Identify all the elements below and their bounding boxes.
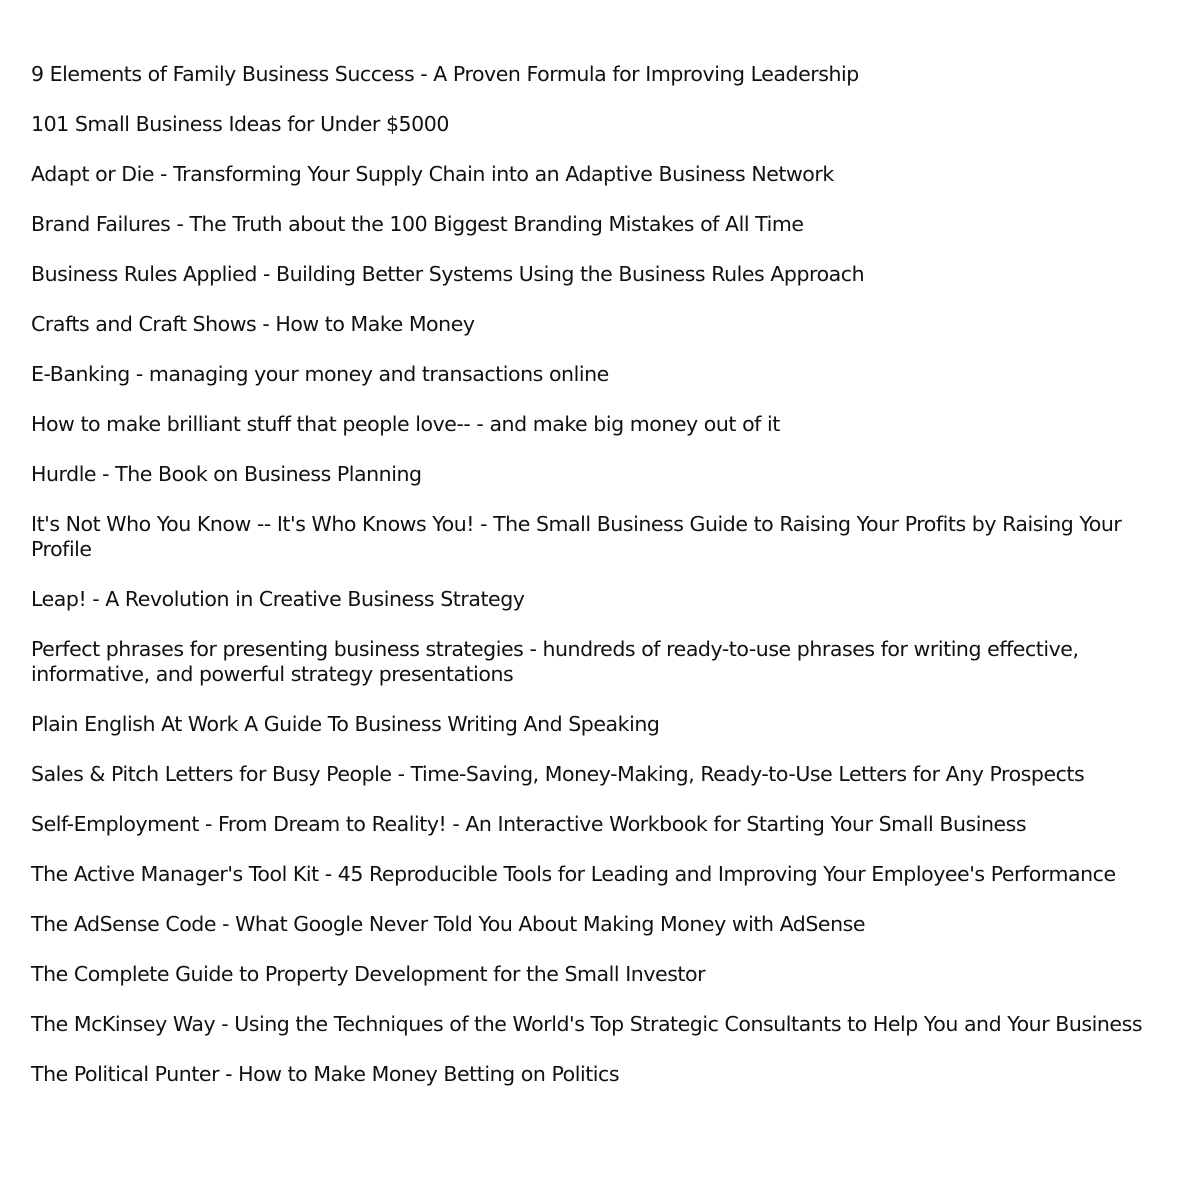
book-title: It's Not Who You Know -- It's Who Knows You! - The Small Business Guide to Raising Your Profits by Raising Your Profile xyxy=(31,512,1122,561)
book-title: Sales & Pitch Letters for Busy People - Time-Saving, Money-Making, Ready-to-Use Letters for Any Prospects xyxy=(31,762,1085,786)
book-title: How to make brilliant stuff that people love-- - and make big money out of it xyxy=(31,412,780,436)
book-title: Brand Failures - The Truth about the 100 Biggest Branding Mistakes of All Time xyxy=(31,212,804,236)
book-title: E-Banking - managing your money and transactions online xyxy=(31,362,609,386)
book-title: Crafts and Craft Shows - How to Make Money xyxy=(31,312,475,336)
book-title: 9 Elements of Family Business Success - A Proven Formula for Improving Leadership xyxy=(31,62,859,86)
book-title: The McKinsey Way - Using the Techniques of the World's Top Strategic Consultants to Help You and Your Business xyxy=(31,1012,1143,1036)
book-title: The Complete Guide to Property Development for the Small Investor xyxy=(31,962,706,986)
book-title-list xyxy=(31,62,1176,1112)
book-title: Leap! - A Revolution in Creative Business Strategy xyxy=(31,587,525,611)
book-title: Self-Employment - From Dream to Reality! - An Interactive Workbook for Starting Your Small Business xyxy=(31,812,1027,836)
book-title: Adapt or Die - Transforming Your Supply Chain into an Adaptive Business Network xyxy=(31,162,834,186)
book-title: Perfect phrases for presenting business strategies - hundreds of ready-to-use phrases for writing effective, informative, and powerful strategy presentations xyxy=(31,637,1079,686)
book-title: 101 Small Business Ideas for Under $5000 xyxy=(31,112,449,136)
book-title: Plain English At Work A Guide To Business Writing And Speaking xyxy=(31,712,660,736)
book-title: Business Rules Applied - Building Better Systems Using the Business Rules Approach xyxy=(31,262,865,286)
book-title: The Political Punter - How to Make Money Betting on Politics xyxy=(31,1062,620,1086)
book-title: The Active Manager's Tool Kit - 45 Reproducible Tools for Leading and Improving Your Employee's Performance xyxy=(31,862,1116,886)
book-title: The AdSense Code - What Google Never Told You About Making Money with AdSense xyxy=(31,912,866,936)
book-title: Hurdle - The Book on Business Planning xyxy=(31,462,422,486)
